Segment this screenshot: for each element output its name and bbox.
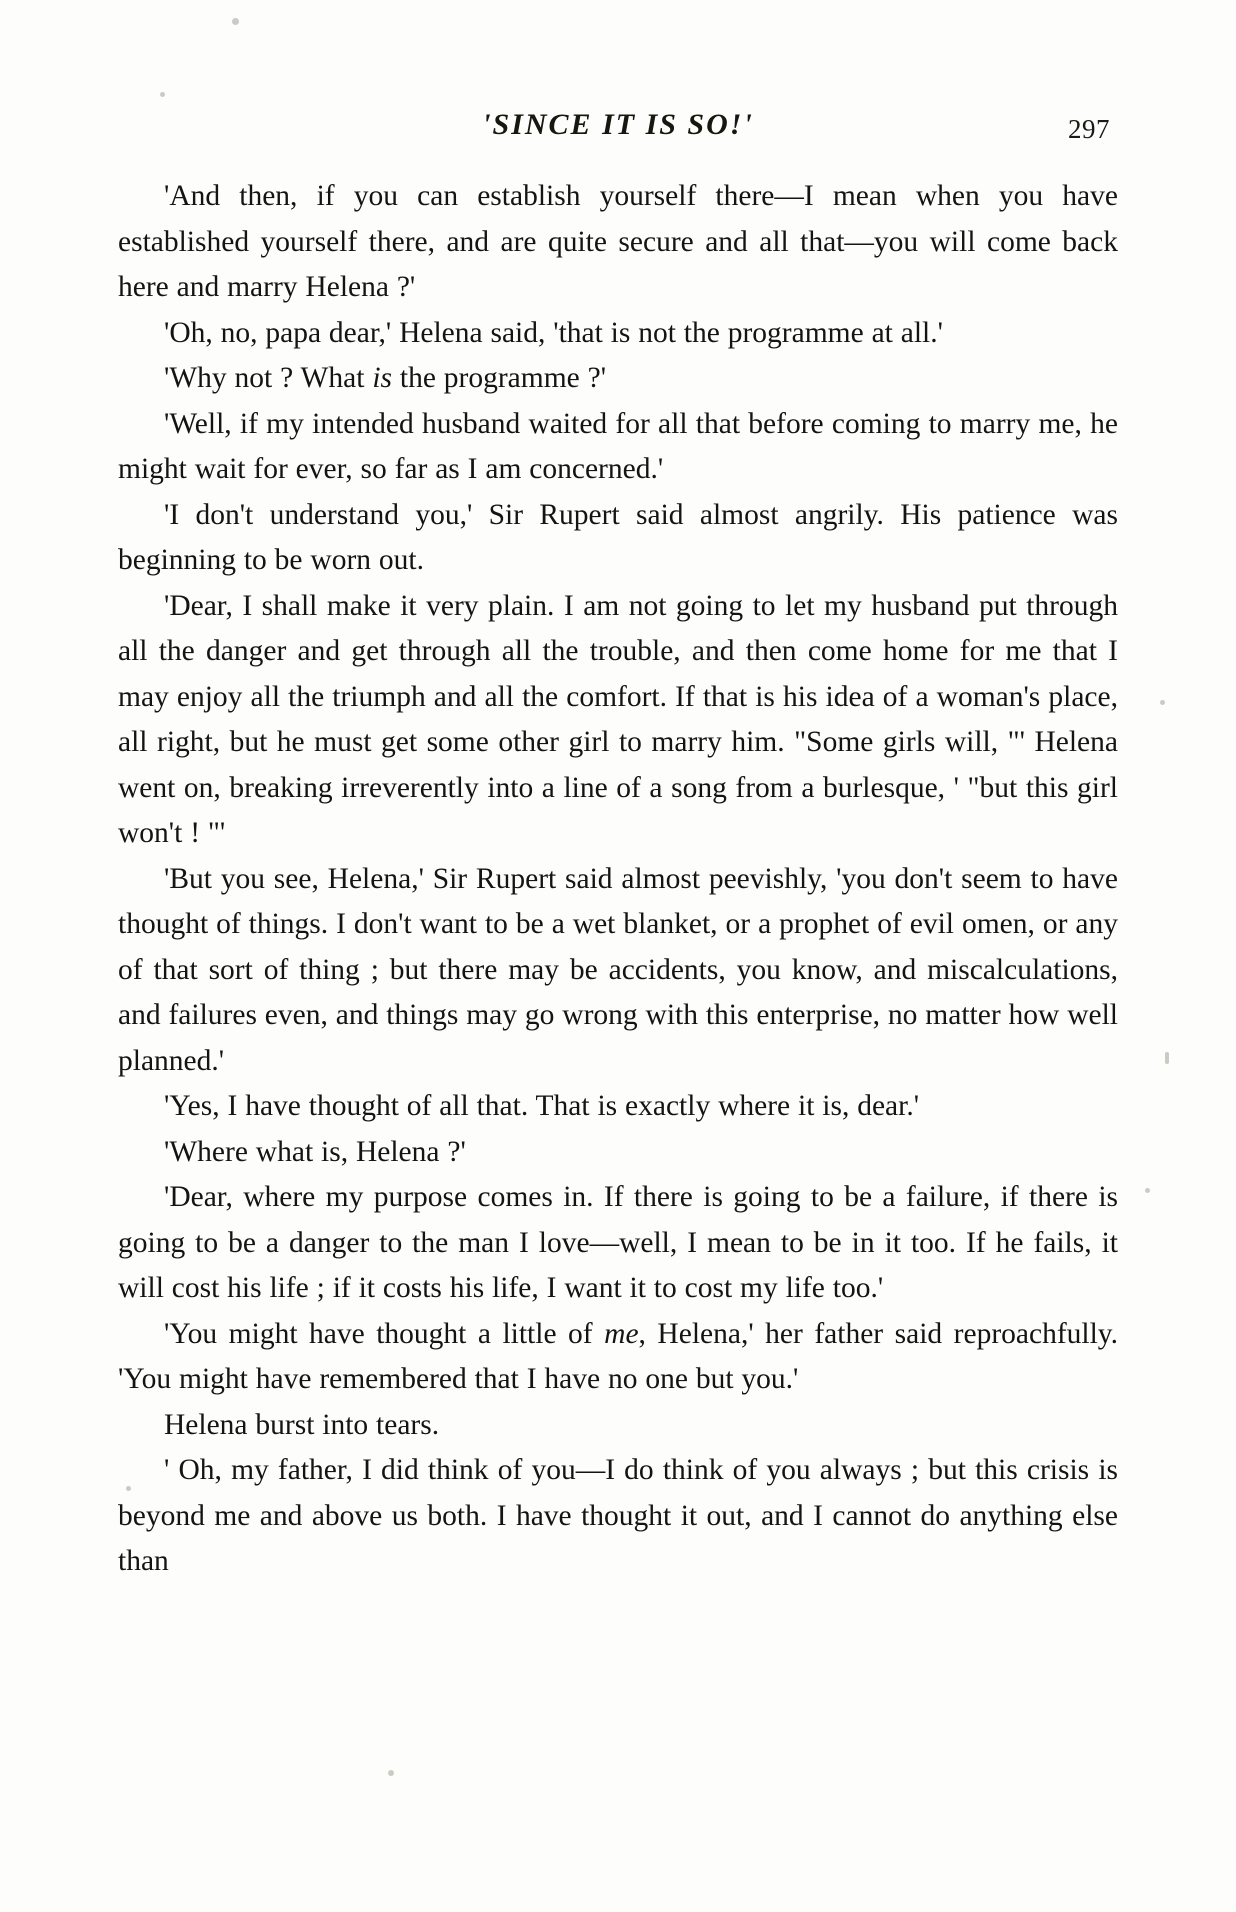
paragraph: 'Well, if my intended husband waited for all that before coming to marry me, he might wait for ever, so far as I am concerned.' — [118, 407, 1118, 485]
paragraph: 'And then, if you can establish yourself there—I mean when you have established yourself there, and are quite secure and all that—you will come back here and marry Helena ?' — [118, 180, 1118, 303]
paper-speck — [388, 1770, 394, 1776]
paragraph: 'Where what is, Helena ?' — [164, 1135, 466, 1168]
paragraph: Helena burst into tears. — [164, 1408, 440, 1441]
paragraph: 'Oh, no, papa dear,' Helena said, 'that is not the programme at all.' — [164, 316, 943, 349]
page-number: 297 — [1068, 114, 1110, 144]
paper-speck — [160, 92, 165, 97]
running-head-title: 'SINCE IT IS SO!' — [482, 108, 754, 141]
paragraph: 'Dear, where my purpose comes in. If there is going to be a failure, if there is going to be a danger to the man I love—well, I mean to be in it too. If he fails, it will cost his life ; if it costs his life, I want it to cost my life too.' — [118, 1181, 1118, 1304]
paragraph: 'Dear, I shall make it very plain. I am not going to let my husband put through all the danger and get through all the trouble, and then come home for me that I may enjoy all the triumph and all the comfort. If that is his idea of a woman's place, all right, but he must get some other girl to marry him. "Some girls will, "' Helena went on, breaking irreverently into a line of a song from a burlesque, ' "but this girl won't ! "' — [118, 589, 1118, 849]
running-head — [118, 108, 1118, 160]
paragraph: 'Yes, I have thought of all that. That is exactly where it is, dear.' — [164, 1090, 920, 1122]
paragraph: 'I don't understand you,' Sir Rupert said almost angrily. His patience was beginning to be worn out. — [118, 498, 1118, 576]
paper-speck — [1160, 700, 1165, 705]
paragraph: ' Oh, my father, I did think of you—I do think of you always ; but this crisis is beyond me and above us both. I have thought it out, and I cannot do anything else than — [118, 1454, 1118, 1577]
paragraph: 'You might have thought a little of me, Helena,' her father said reproachfully. 'You might have remembered that I have no one but you.' — [118, 1317, 1119, 1395]
paper-speck — [1165, 1052, 1169, 1064]
paragraph: 'But you see, Helena,' Sir Rupert said almost peevishly, 'you don't seem to have thought of things. I don't want to be a wet blanket, or a prophet of evil omen, or any of that sort of thing ; but there may be accidents, you know, and miscalculations, and failures even, and things may go wrong with this enterprise, no matter how well planned.' — [118, 862, 1118, 1077]
page-content — [118, 108, 1118, 1585]
paper-speck — [232, 18, 239, 25]
paragraph: 'Why not ? What is the programme ?' — [164, 362, 607, 394]
body-text — [118, 174, 1118, 1585]
paper-speck — [1145, 1188, 1150, 1193]
